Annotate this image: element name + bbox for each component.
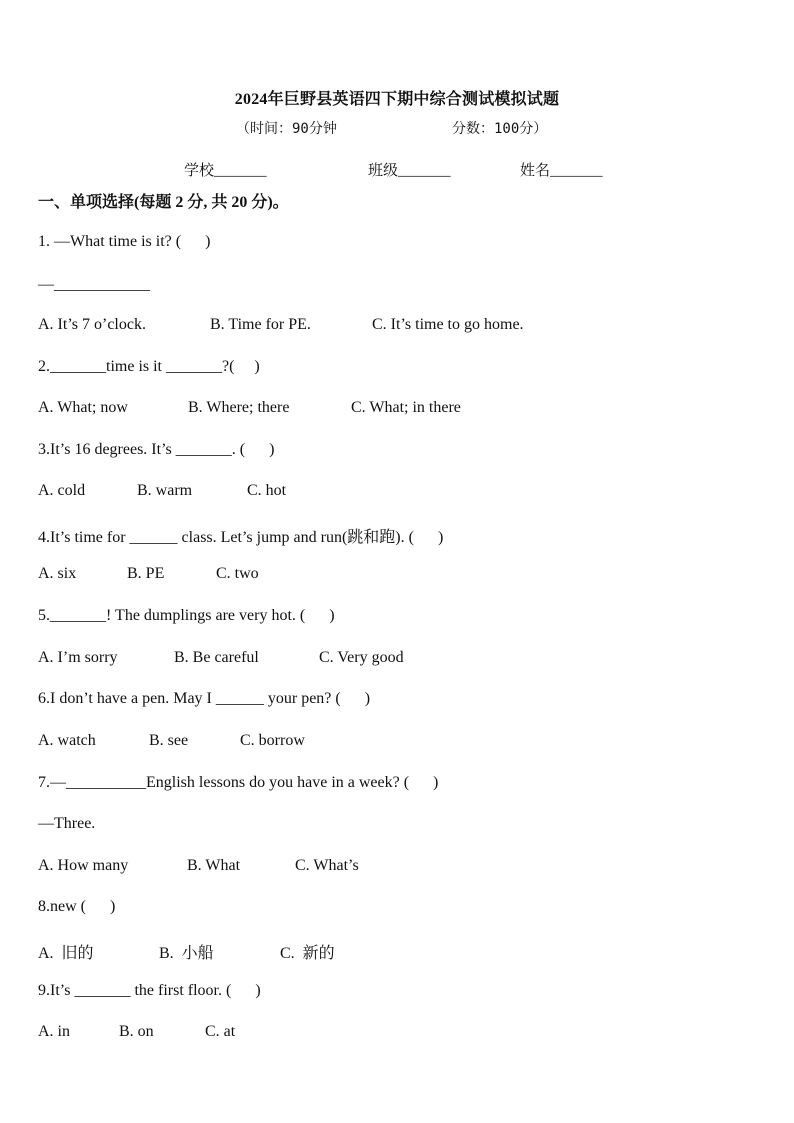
- question-1-answer-line[interactable]: —____________: [38, 276, 150, 293]
- option-c[interactable]: C. What; in there: [351, 399, 461, 416]
- option-c[interactable]: C. borrow: [240, 732, 305, 749]
- option-c[interactable]: C. at: [205, 1023, 236, 1040]
- option-a[interactable]: A. cold: [38, 482, 86, 499]
- question-1-stem: 1. —What time is it? ( ): [38, 233, 211, 250]
- question-7-reply: —Three.: [38, 815, 96, 832]
- option-b[interactable]: B. 小船: [159, 945, 214, 962]
- option-b[interactable]: B. warm: [137, 482, 193, 499]
- option-c[interactable]: C. Very good: [319, 649, 404, 666]
- option-a[interactable]: A. How many: [38, 857, 129, 874]
- question-9-stem: 9.It’s _______ the first floor. ( ): [38, 982, 261, 999]
- question-7-stem: 7.—__________English lessons do you have in a week? ( ): [38, 774, 439, 791]
- exam-score: 分数：100分）: [452, 121, 548, 137]
- option-b[interactable]: B. on: [119, 1023, 154, 1040]
- section-heading: 一、单项选择(每题 2 分, 共 20 分)。: [38, 194, 289, 211]
- option-c[interactable]: C. It’s time to go home.: [372, 316, 524, 333]
- question-6-stem: 6.I don’t have a pen. May I ______ your pen? ( ): [38, 690, 371, 707]
- question-2-stem: 2._______time is it _______?( ): [38, 358, 260, 375]
- option-a[interactable]: A. six: [38, 565, 77, 582]
- exam-title: 2024年巨野县英语四下期中综合测试模拟试题: [234, 91, 560, 108]
- option-b[interactable]: B. Time for PE.: [210, 316, 311, 333]
- question-3-stem: 3.It’s 16 degrees. It’s _______. ( ): [38, 441, 275, 458]
- option-a[interactable]: A. 旧的: [38, 945, 94, 962]
- question-5-stem: 5._______! The dumplings are very hot. ( ): [38, 607, 335, 624]
- exam-time: （时间：90分钟: [236, 121, 337, 137]
- option-a[interactable]: A. in: [38, 1023, 70, 1040]
- question-4-stem: 4.It’s time for ______ class. Let’s jump and run(跳和跑). ( ): [38, 529, 444, 546]
- option-a[interactable]: A. watch: [38, 732, 96, 749]
- option-a[interactable]: A. It’s 7 o’clock.: [38, 316, 146, 333]
- option-a[interactable]: A. I’m sorry: [38, 649, 118, 666]
- option-b[interactable]: B. see: [149, 732, 189, 749]
- option-b[interactable]: B. Where; there: [188, 399, 290, 416]
- school-field[interactable]: 学校_______: [184, 163, 267, 179]
- option-c[interactable]: C. 新的: [280, 945, 335, 962]
- question-8-stem: 8.new ( ): [38, 898, 116, 915]
- option-c[interactable]: C. What’s: [295, 857, 359, 874]
- option-b[interactable]: B. What: [187, 857, 241, 874]
- name-field[interactable]: 姓名_______: [520, 163, 603, 179]
- option-b[interactable]: B. Be careful: [174, 649, 259, 666]
- option-a[interactable]: A. What; now: [38, 399, 128, 416]
- class-field[interactable]: 班级_______: [368, 163, 451, 179]
- option-b[interactable]: B. PE: [127, 565, 165, 582]
- option-c[interactable]: C. hot: [247, 482, 287, 499]
- option-c[interactable]: C. two: [216, 565, 259, 582]
